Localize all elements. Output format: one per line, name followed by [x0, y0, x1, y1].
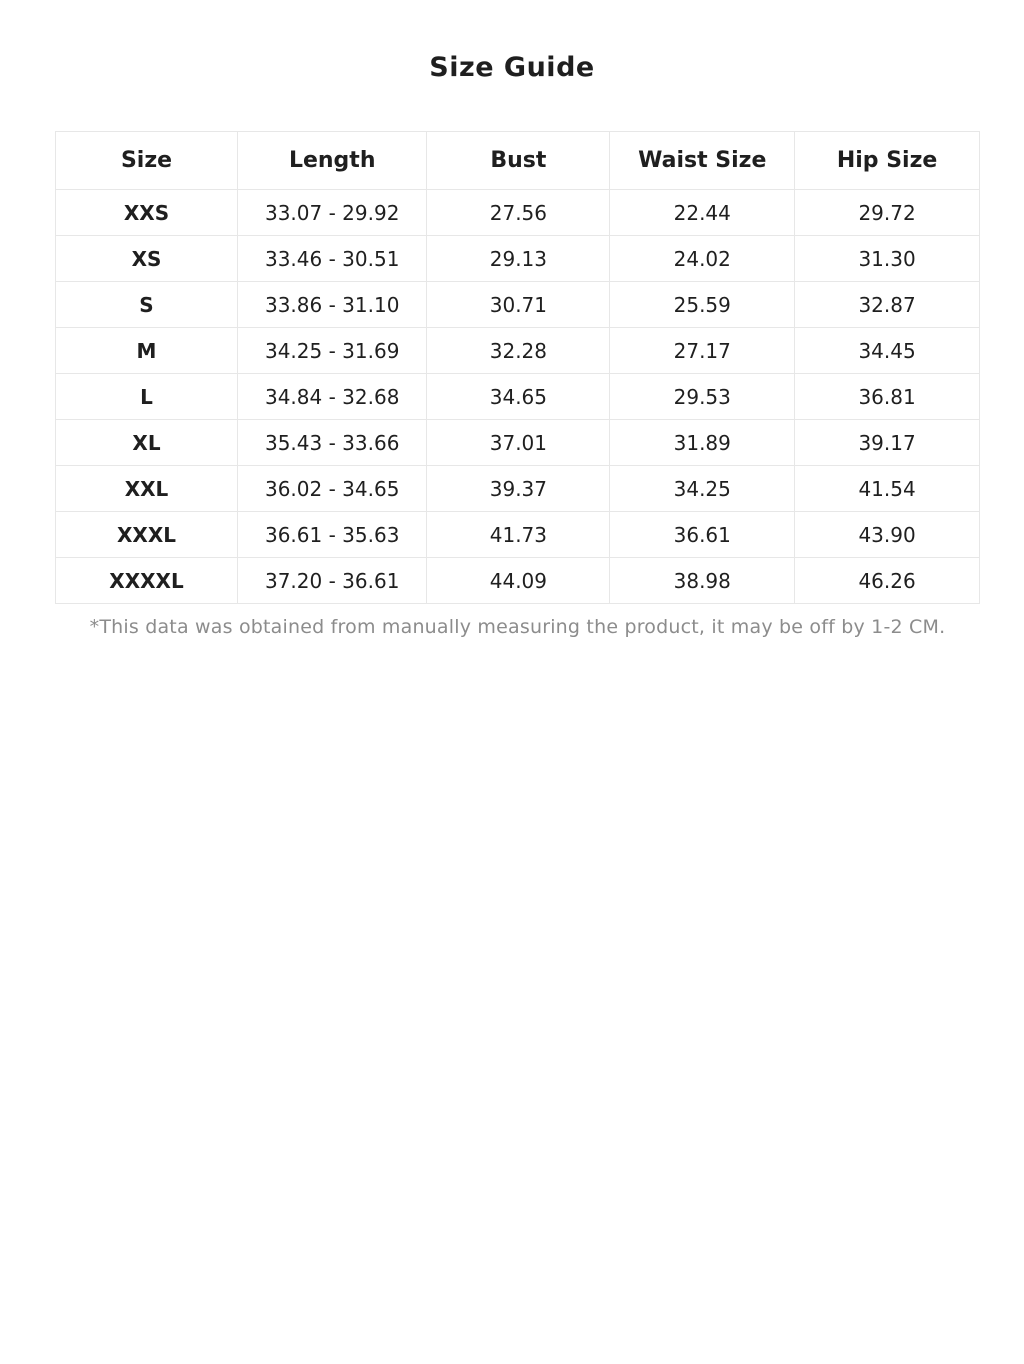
size-cell: XXL [56, 466, 238, 512]
measurement-cell: 22.44 [610, 190, 795, 236]
measurement-cell: 35.43 - 33.66 [238, 420, 427, 466]
measurement-cell: 43.90 [795, 512, 980, 558]
size-cell: L [56, 374, 238, 420]
column-header: Size [56, 132, 238, 190]
size-cell: S [56, 282, 238, 328]
measurement-cell: 31.30 [795, 236, 980, 282]
measurement-cell: 37.20 - 36.61 [238, 558, 427, 604]
size-cell: XS [56, 236, 238, 282]
measurement-cell: 41.54 [795, 466, 980, 512]
measurement-cell: 38.98 [610, 558, 795, 604]
size-guide-table [55, 131, 980, 604]
size-cell: XXS [56, 190, 238, 236]
measurement-cell: 36.81 [795, 374, 980, 420]
measurement-cell: 33.07 - 29.92 [238, 190, 427, 236]
measurement-cell: 34.25 [610, 466, 795, 512]
table-row [56, 558, 980, 604]
table-row [56, 236, 980, 282]
measurement-cell: 34.25 - 31.69 [238, 328, 427, 374]
measurement-cell: 37.01 [427, 420, 610, 466]
measurement-cell: 27.17 [610, 328, 795, 374]
size-guide-table-container [55, 131, 980, 604]
size-cell: XL [56, 420, 238, 466]
measurement-cell: 32.28 [427, 328, 610, 374]
measurement-cell: 39.17 [795, 420, 980, 466]
measurement-cell: 32.87 [795, 282, 980, 328]
page-title: Size Guide [429, 52, 595, 83]
table-row [56, 328, 980, 374]
column-header: Bust [427, 132, 610, 190]
measurement-cell: 29.72 [795, 190, 980, 236]
measurement-cell: 29.13 [427, 236, 610, 282]
measurement-cell: 34.65 [427, 374, 610, 420]
size-cell: M [56, 328, 238, 374]
measurement-disclaimer: *This data was obtained from manually measuring the product, it may be off by 1-2 CM. [89, 616, 946, 638]
measurement-cell: 46.26 [795, 558, 980, 604]
table-row [56, 420, 980, 466]
measurement-cell: 39.37 [427, 466, 610, 512]
measurement-cell: 44.09 [427, 558, 610, 604]
measurement-cell: 24.02 [610, 236, 795, 282]
table-row [56, 512, 980, 558]
table-row [56, 374, 980, 420]
table-row [56, 282, 980, 328]
column-header: Hip Size [795, 132, 980, 190]
column-header: Length [238, 132, 427, 190]
measurement-cell: 33.86 - 31.10 [238, 282, 427, 328]
measurement-cell: 41.73 [427, 512, 610, 558]
measurement-cell: 34.84 - 32.68 [238, 374, 427, 420]
size-cell: XXXL [56, 512, 238, 558]
measurement-cell: 34.45 [795, 328, 980, 374]
measurement-cell: 25.59 [610, 282, 795, 328]
measurement-cell: 36.61 [610, 512, 795, 558]
column-header: Waist Size [610, 132, 795, 190]
measurement-cell: 36.02 - 34.65 [238, 466, 427, 512]
header-row [56, 132, 980, 190]
measurement-cell: 33.46 - 30.51 [238, 236, 427, 282]
table-row [56, 466, 980, 512]
measurement-cell: 29.53 [610, 374, 795, 420]
measurement-cell: 27.56 [427, 190, 610, 236]
table-body [56, 190, 980, 604]
size-cell: XXXXL [56, 558, 238, 604]
measurement-cell: 30.71 [427, 282, 610, 328]
measurement-cell: 31.89 [610, 420, 795, 466]
table-row [56, 190, 980, 236]
measurement-cell: 36.61 - 35.63 [238, 512, 427, 558]
